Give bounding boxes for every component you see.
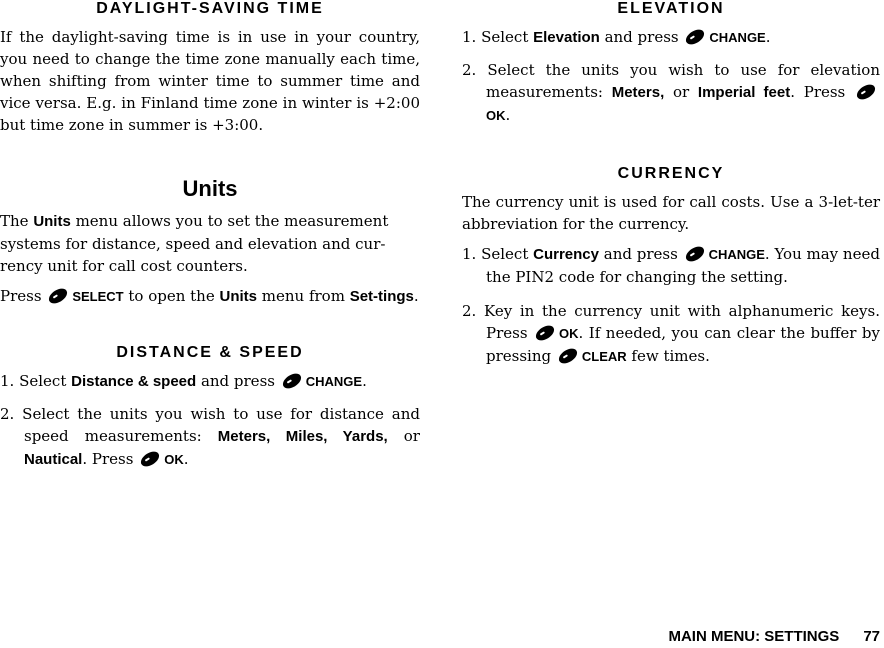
currency-heading: CURRENCY — [617, 165, 725, 182]
selection-key-icon — [139, 449, 162, 470]
units-heading: Units — [182, 176, 238, 201]
units-open-instruction: Press SELECT to open the Units menu from Set-tings. — [0, 287, 419, 305]
distance-heading: DISTANCE & SPEED — [116, 344, 304, 361]
currency-body: The currency unit is used for call costs. Use a 3-let-ter abbreviation for the currency. — [462, 193, 880, 233]
clear-key-icon — [556, 346, 579, 367]
selection-key-icon — [533, 323, 556, 344]
dst-heading: DAYLIGHT-SAVING TIME — [96, 0, 324, 17]
currency-step-2: 2. Key in the currency unit with alphanumeric keys. Press OK. If needed, you can clear the buffer by pressing CLEAR few times. — [462, 302, 880, 365]
currency-step-1: 1. Select Currency and press CHANGE. You may need the PIN2 code for changing the setting. — [462, 245, 880, 286]
distance-step-2: 2. Select the units you wish to use for distance and speed measurements: Meters, Miles, Yards, or Nautical. Press OK. — [0, 405, 420, 468]
selection-key-icon — [683, 244, 706, 265]
elevation-heading: ELEVATION — [617, 0, 725, 17]
page-number: 77 — [863, 628, 880, 645]
selection-key-icon — [684, 27, 707, 48]
dst-body: If the daylight-saving time is in use in your country, you need to change the time zone manually each time, when shifting from winter time to summer time and vice versa. E.g. in Finland time zone in winter is +2:00 but time zone in summer is +3:00. — [0, 28, 420, 134]
selection-key-icon — [47, 286, 70, 307]
elevation-step-1: 1. Select Elevation and press CHANGE. — [462, 28, 771, 46]
selection-key-icon — [280, 371, 303, 392]
page-footer — [668, 628, 880, 645]
elevation-step-2: 2. Select the units you wish to use for elevation measurements: Meters, or Imperial feet. Press OK. — [462, 61, 880, 124]
distance-step-1: 1. Select Distance & speed and press CHANGE. — [0, 372, 367, 390]
left-column — [0, 0, 420, 471]
right-column — [462, 0, 880, 368]
units-intro: The Units menu allows you to set the measurement systems for distance, speed and elevation and cur-rency unit for call cost counters. — [0, 212, 389, 275]
selection-key-icon — [854, 82, 877, 103]
footer-section-title: MAIN MENU: SETTINGS — [668, 628, 840, 645]
